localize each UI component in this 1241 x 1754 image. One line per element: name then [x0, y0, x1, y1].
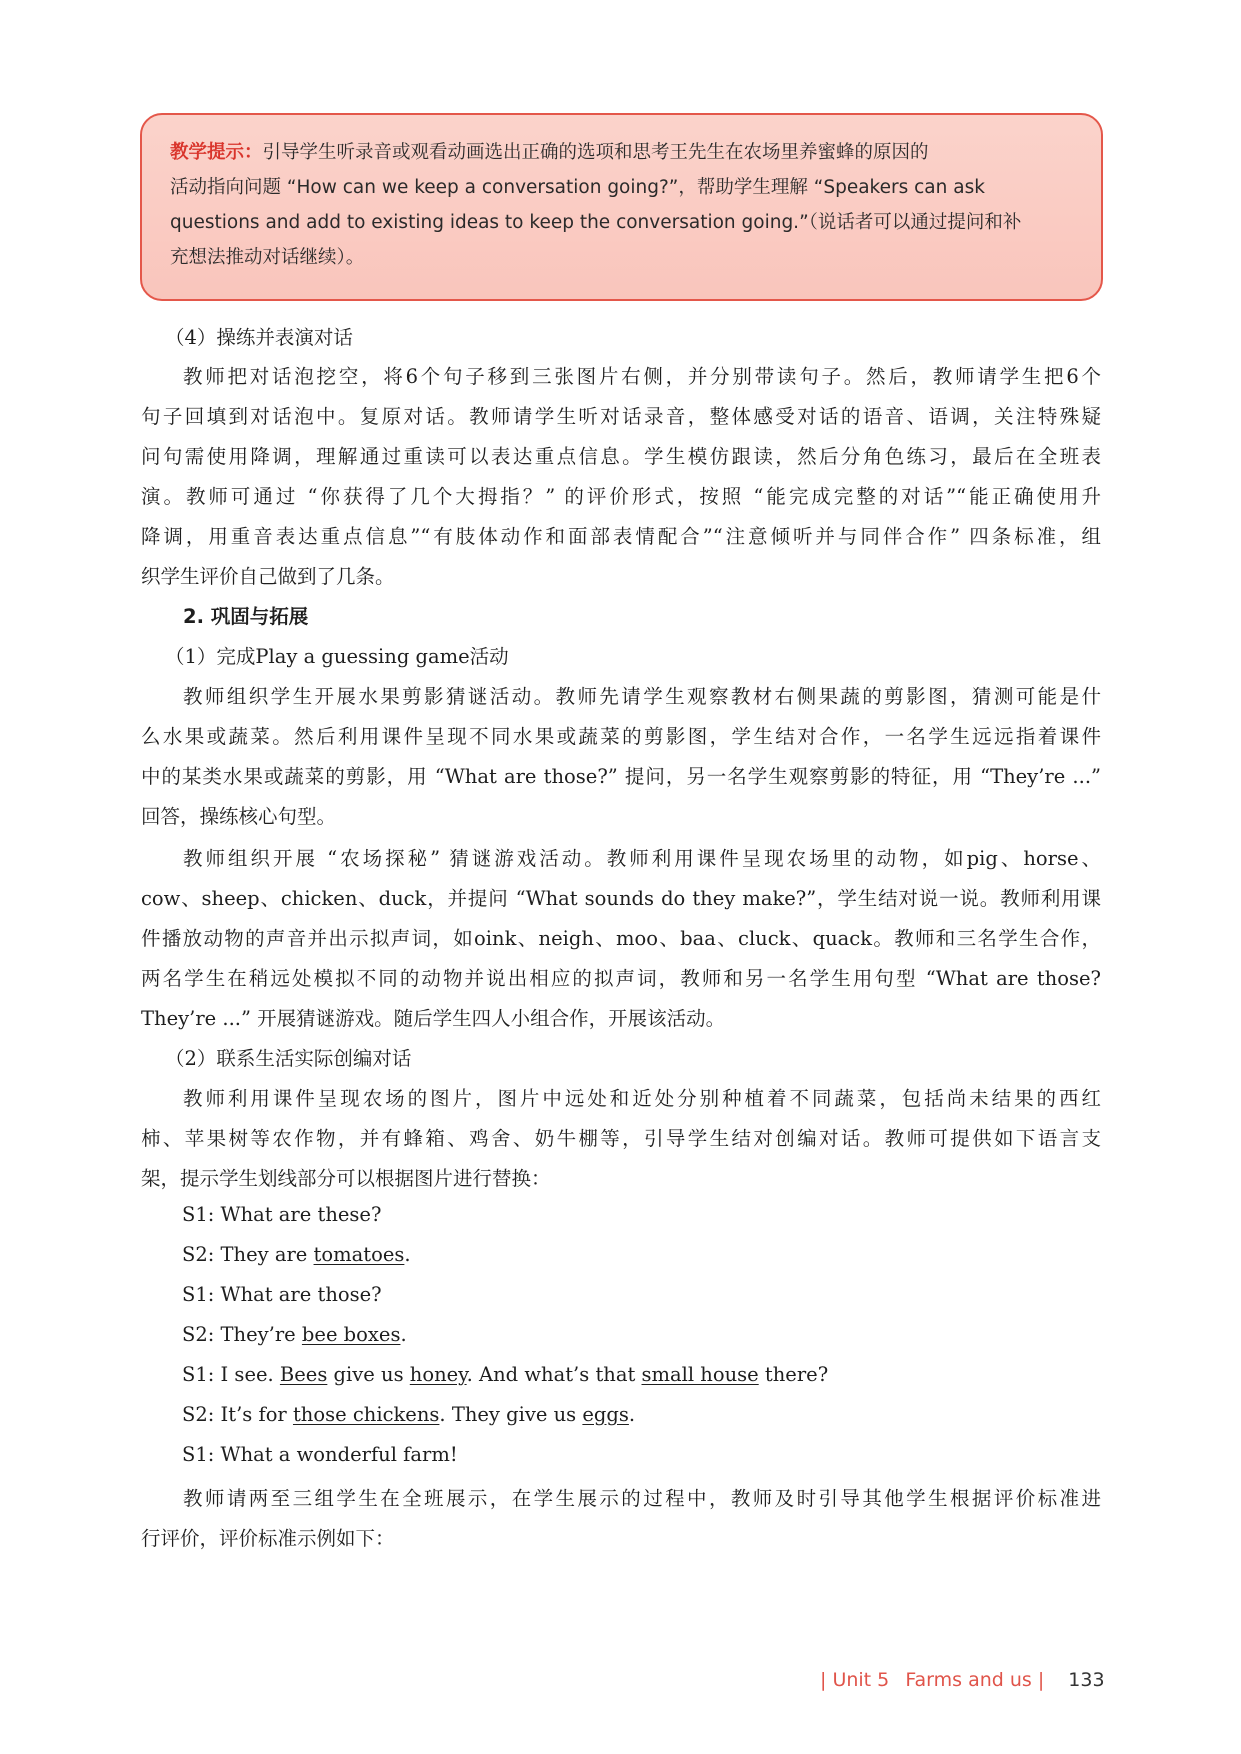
tip-text-1: 引导学生听录音或观看动画选出正确的选项和思考王先生在农场里养蜜蜂的原因的: [262, 142, 929, 163]
paragraph-line: 回答，操练核心句型。: [141, 805, 337, 828]
dialogue-line-5: S1: I see. Bees give us honey. And what’s that small house there?: [182, 1363, 829, 1386]
paragraph-line: 柿、苹果树等农作物，并有蜂箱、鸡舍、奶牛棚等，引导学生结对创编对话。教师可提供如下语言支: [141, 1127, 1101, 1150]
paragraph-line: 架，提示学生划线部分可以根据图片进行替换：: [141, 1167, 551, 1190]
replaceable-word: bee boxes: [301, 1323, 401, 1346]
dialogue-line-2: S2: They are tomatoes.: [182, 1243, 411, 1266]
footer-unit-title: Farms and us: [905, 1669, 1032, 1691]
footer-unit: Unit 5: [832, 1669, 890, 1691]
replaceable-word: Bees: [279, 1363, 328, 1386]
paragraph-line: 织学生评价自己做到了几条。: [141, 565, 395, 588]
paragraph-line: 两名学生在稍远处模拟不同的动物并说出相应的拟声词，教师和另一名学生用句型 “What are those?: [141, 967, 1101, 990]
part-2-heading: 2. 巩固与拓展: [183, 605, 309, 628]
paragraph-line: cow、sheep、chicken、duck，并提问 “What sounds do they make?”，学生结对说一说。教师利用课: [141, 887, 1101, 910]
paragraph-line: 么水果或蔬菜。然后利用课件呈现不同水果或蔬菜的剪影图，学生结对合作，一名学生远远指着课件: [141, 725, 1101, 748]
replaceable-word: tomatoes: [313, 1243, 405, 1266]
paragraph-line: 教师组织学生开展水果剪影猜谜活动。教师先请学生观察教材右侧果蔬的剪影图，猜测可能是什: [183, 685, 1101, 708]
tip-line-2: 活动指向问题 “How can we keep a conversation going?”，帮助学生理解 “Speakers can ask: [170, 177, 985, 198]
tip-line-3: questions and add to existing ideas to keep the conversation going.”（说话者可以通过提问和补: [170, 212, 1022, 233]
subsection-2-heading: （2）联系生活实际创编对话: [165, 1047, 412, 1070]
paragraph-line: 行评价，评价标准示例如下：: [141, 1527, 395, 1550]
page-number: 133: [1068, 1669, 1105, 1691]
subsection-1-heading: （1）完成Play a guessing game活动: [165, 645, 509, 668]
paragraph-line: 降调，用重音表达重点信息”“有肢体动作和面部表情配合”“注意倾听并与同伴合作” 四条标准，组: [141, 525, 1101, 548]
paragraph-line: 教师组织开展 “农场探秘” 猜谜游戏活动。教师利用课件呈现农场里的动物，如pig、horse、: [183, 847, 1101, 870]
dialogue-line-3: S1: What are those?: [182, 1283, 382, 1306]
dialogue-line-6: S2: It’s for those chickens. They give us eggs.: [182, 1403, 636, 1426]
tip-line-1: [170, 135, 1073, 170]
paragraph-line: 问句需使用降调，理解通过重读可以表达重点信息。学生模仿跟读，然后分角色练习，最后在全班表: [141, 445, 1101, 468]
replaceable-word: those chickens: [292, 1403, 440, 1426]
replaceable-word: small house: [641, 1363, 759, 1386]
dialogue-line-4: S2: They’re bee boxes.: [182, 1323, 407, 1346]
paragraph-line: 教师请两至三组学生在全班展示，在学生展示的过程中，教师及时引导其他学生根据评价标准进: [183, 1487, 1101, 1510]
paragraph-line: 演。教师可通过 “你获得了几个大拇指？” 的评价形式，按照 “能完成完整的对话”“能正确使用升: [141, 485, 1101, 508]
page-footer: [820, 1669, 1110, 1691]
tip-label: 教学提示：: [170, 142, 263, 163]
paragraph-line: 中的某类水果或蔬菜的剪影，用 “What are those?” 提问，另一名学生观察剪影的特征，用 “They’re ...”: [141, 765, 1101, 788]
replaceable-word: honey: [409, 1363, 467, 1386]
tip-line-4: 充想法推动对话继续）。: [170, 247, 365, 268]
dialogue-line-1: S1: What are these?: [182, 1203, 382, 1226]
teaching-tip-box: [140, 113, 1103, 301]
paragraph-line: 件播放动物的声音并出示拟声词，如oink、neigh、moo、baa、cluck、quack。教师和三名学生合作，: [141, 927, 1101, 950]
dialogue-line-7: S1: What a wonderful farm!: [182, 1443, 458, 1466]
paragraph-line: 教师把对话泡挖空，将6个句子移到三张图片右侧，并分别带读句子。然后，教师请学生把6个: [183, 365, 1101, 388]
footer-divider: |: [1037, 1669, 1045, 1691]
section-4-heading: （4）操练并表演对话: [165, 326, 353, 349]
footer-divider: |: [820, 1669, 827, 1691]
paragraph-line: 句子回填到对话泡中。复原对话。教师请学生听对话录音，整体感受对话的语音、语调，关注特殊疑: [141, 405, 1101, 428]
replaceable-word: eggs: [582, 1403, 629, 1426]
paragraph-line: They’re ...” 开展猜谜游戏。随后学生四人小组合作，开展该活动。: [141, 1007, 726, 1030]
paragraph-line: 教师利用课件呈现农场的图片，图片中远处和近处分别种植着不同蔬菜，包括尚未结果的西红: [183, 1087, 1101, 1110]
